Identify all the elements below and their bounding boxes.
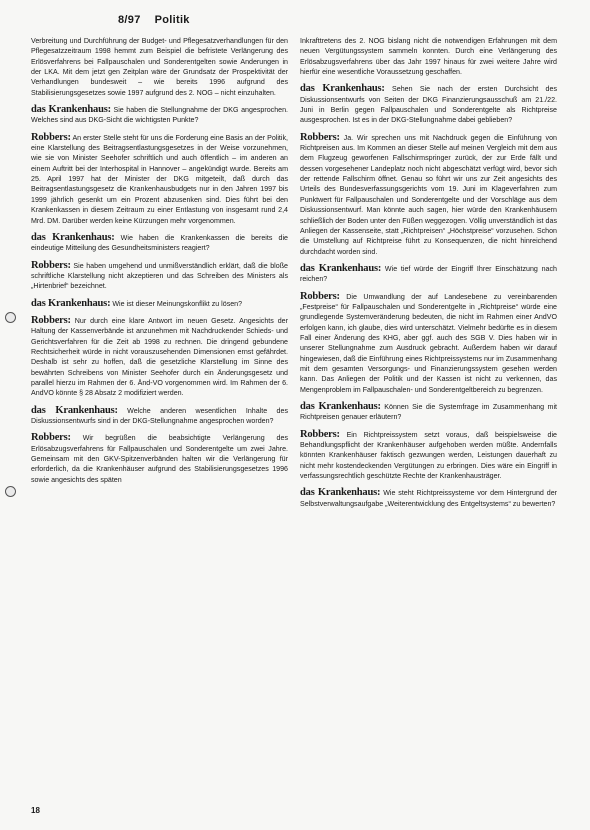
body-paragraph <box>31 36 288 98</box>
interview-paragraph <box>31 105 288 126</box>
paragraph-text: Wie ist dieser Meinungskonflikt zu lösen? <box>112 299 243 308</box>
speaker-label: Robbers: <box>31 259 71 271</box>
paragraph-text: Wie steht Richtpreissysteme vor dem Hintergrund der Selbstverwaltungsaufgabe „Weiterentwicklung des Entgeltsystems“ zu bewerten? <box>300 489 558 508</box>
speaker-label: das Krankenhaus: <box>31 297 111 309</box>
paragraph-text: Können Sie die Systemfrage im Zusammenhang mit Richtpreisen genauer erläutern? <box>300 403 557 422</box>
interview-paragraph <box>31 133 288 226</box>
punch-hole-mark <box>5 486 16 497</box>
interview-paragraph <box>300 292 557 395</box>
speaker-label: Robbers: <box>300 131 340 143</box>
interview-paragraph <box>31 299 288 309</box>
right-column <box>300 36 557 516</box>
speaker-label: Robbers: <box>300 428 340 440</box>
punch-hole-mark <box>5 312 16 323</box>
speaker-label: Robbers: <box>31 314 71 326</box>
speaker-label: das Krankenhaus: <box>300 262 382 274</box>
speaker-label: Robbers: <box>31 131 71 143</box>
speaker-label: das Krankenhaus: <box>300 83 385 95</box>
section-title: Politik <box>154 14 190 26</box>
paragraph-text: Wir begrüßen die beabsichtigte Verlängerung des Erlösabzugsverfahrens für Fallpauschalen und Sonderentgelte um zwei Jahre. Gemeinsam mit den GKV-Spitzenverbänden halten wir die Verlängerung für erforderlich, da die Krankenhäuser aufgrund des Stabilisierungsgesetzes 1996 sowie angesichts des späten <box>31 434 288 484</box>
interview-paragraph <box>31 433 288 485</box>
speaker-label: Robbers: <box>31 432 71 444</box>
speaker-label: das Krankenhaus: <box>31 404 118 416</box>
interview-paragraph <box>300 133 557 257</box>
interview-paragraph <box>31 406 288 427</box>
paragraph-text: Ja. Wir sprechen uns mit Nachdruck gegen die Einführung von Richtpreisen aus. Im Kommen an dieser Stelle auf meinen Vergleich mit dem aus dem Flugzeug geworfenen Fallschirmspringer zurück, der zur Erde fällt und dessen vorgesehener Landeplatz noch nicht abgeschätzt verfügt wird, bevor sich der rettende Fallschirm öffnet. Genau so führt wir uns zur Zeit angesichts des Urteils des Bundesverfassungsgerichts vom 19. Juni im Klageverfahren zum Punktwert für Fallpauschalen und Sonderentgelte und der Vorschläge aus dem Diskussionsentwurf. Man könnte auch sagen, hier würde den Krankenhäusern schließlich der Boden unter den Füßen weggezogen. Völlig unverständlich ist das Anliegen der Kassenseite, statt „Richtpreisen“ „Höchstpreise“ vorzusehen. Schon die Umstellung auf Richtpreise führt zu Konsequenzen, die nicht hinreichend durchdacht worden sind. <box>300 133 557 256</box>
interview-paragraph <box>300 84 557 125</box>
speaker-label: Robbers: <box>300 290 340 302</box>
speaker-label: das Krankenhaus: <box>31 231 115 243</box>
speaker-label: das Krankenhaus: <box>31 104 111 116</box>
paragraph-text: Inkrafttretens des 2. NOG bislang nicht die notwendigen Erfahrungen mit dem neuen Vergütungssystem sammeln konnten. Durch eine Verlängerung des Erlösabzugsverfahrens über das Jahr 1997 hinaus für zwei weitere Jahre wird hierfür eine wesentliche Voraussetzung geschaffen. <box>300 37 557 77</box>
speaker-label: das Krankenhaus: <box>300 401 381 412</box>
page-number: 18 <box>31 806 40 815</box>
paragraph-text: Die Umwandlung der auf Landesebene zu vereinbarenden „Festpreise“ für Fallpauschalen und Sonderentgelte in „Richtpreise“ würde eine grundlegende Systemveränderung bedeuten, die nicht im Rahmen einer AndVO erfolgen kann, ich glaube, dies wird unterschätzt. Vielmehr bedürfte es in diesem Fall einer Änderung des KHG, aber ggf. auch des SGB V. Dies haben wir in unserer Stellungnahme zum Ausdruck gebracht. Außerdem haben wir darauf hingewiesen, daß die Einführung eines Richtpreissystems nur im Zusammenhang mit dem gesamten Versorgungs- und Finanzierungssystem gesehen werden kann. Das Anliegen der Politik und der Kassen ist nicht zu verkennen, das Mengenproblem im Fallpauschalen- und Sonderentgeltbereich zu begrenzen. <box>300 292 557 394</box>
paragraph-text: An erster Stelle steht für uns die Forderung eine Basis an der Politik, eine Klarstellung des Beitragsentlastungsgesetzes in der Weise vorzunehmen, wie sie von Minister Seehofer schriftlich und auch öffentlich – im anderen an einem Auftritt bei der Interhospital in Hannover – angekündigt wurde. Bereits am 25. April 1997 hat der Minister der DKG mitgeteilt, daß durch das Beitragsentlastungsgesetz die Krankenhausbudgets nur in den Jahren 1997 bis 1999 jährlich gesenkt um ein Prozent abzusenken sind. Dies führt bei den Krankenkassen in diesem Zeitraum zu einer Entlastung von insgesamt rund 2,4 Mrd. DM. Darüber werden keine Kürzungen mehr vorgenommen. <box>31 133 288 225</box>
interview-paragraph <box>300 488 557 509</box>
speaker-label: das Krankenhaus: <box>300 487 381 499</box>
paragraph-text: Sie haben umgehend und unmißverständlich erklärt, daß die bloße schriftliche Klarstellung nicht akzeptieren und das Schreiben des Ministers als „Hirtenbrief“ bezeichnet. <box>31 261 288 291</box>
left-column <box>31 36 288 492</box>
paragraph-text: Sie haben die Stellungnahme der DKG angesprochen. Welches sind aus DKG-Sicht die wichtigsten Punkte? <box>31 106 289 125</box>
paragraph-text: Sehen Sie nach der ersten Durchsicht des Diskussionsentwurfs von Seiten der DKG Finanzierungsausschuß am 21./22. Juni in Berlin gegen Fallpauschalen und Sonderentgelte als Richtpreise ausgesprochen. Ist es in der DKG-Stellungnahme dabei geblieben? <box>300 85 557 125</box>
issue-number: 8/97 <box>118 14 141 26</box>
paragraph-text: Welche anderen wesentlichen Inhalte des Diskussionsentwurfs sind in der DKG-Stellungnahme angesprochen worden? <box>31 406 288 425</box>
paragraph-text: Wie haben die Krankenkassen die bereits die eindeutige Mitteilung des Gesundheitsministers reagiert? <box>31 233 288 253</box>
page-header <box>118 14 190 26</box>
body-paragraph <box>300 36 557 77</box>
paragraph-text: Ein Richtpreissystem setzt voraus, daß beispielsweise die Behandlungspflicht der Krankenhäuser aufgehoben werden müßte. Andernfalls könnten Krankenhäuser faktisch gezwungen werden, Leistungen dauerhaft zu nicht mehr kostendeckenden Vergütungen zu erbringen. Dies wäre ein Eingriff in verfassungsrechtlich geschützte Rechte der Krankenhausträger. <box>300 430 557 481</box>
interview-paragraph <box>31 316 288 399</box>
interview-paragraph <box>300 402 557 423</box>
interview-paragraph <box>300 430 557 482</box>
paragraph-text: Nur durch eine klare Antwort im neuen Gesetz. Angesichts der Haltung der Kassenverbände ist anzunehmen mit Nachdruckender Schieds- und Gerichtsverfahren für die Zeit ab 1998 zu rechnen. Die dringend gebundene Rechtsicherheit würde in nicht vorauszusehenden Dimensionen ernst gefährdet. Deshalb ist sehr zu hoffen, daß die gesetzliche Klarstellung im Sinne des bewährten Schreibens von Minister Seehofer durch ein Änderungsgesetz und parallel hierzu im Rahmen der 6. Änd-VO vorgenommen wird. Im Rahmen der 6. AndVO könnte § 28 Absatz 2 modifiziert werden. <box>31 316 288 398</box>
interview-paragraph <box>31 261 288 292</box>
interview-paragraph <box>31 233 288 254</box>
paragraph-text: Verbreitung und Durchführung der Budget- und Pflegesatzverhandlungen für den Pflegesatzzeitraum 1998 hemmt zum Beispiel die befristete Verlängerung des Erlösverfahrens bei Fallpauschalen und Sonderentgelten sowie Anderungen in der LKA. Mit dem jetzt gen Zeitplan wäre der Grundsatz der Prospektivität der Verhandlungen bundesweit – wie bereits 1996 aufgrund des Stabilisierungsgesetzes sowie 1997 aufgrund des 2. NOG – nicht einzuhalten. <box>31 37 288 97</box>
paragraph-text: Wie tief würde der Eingriff Ihrer Einschätzung nach reichen? <box>300 264 557 284</box>
interview-paragraph <box>300 264 557 285</box>
